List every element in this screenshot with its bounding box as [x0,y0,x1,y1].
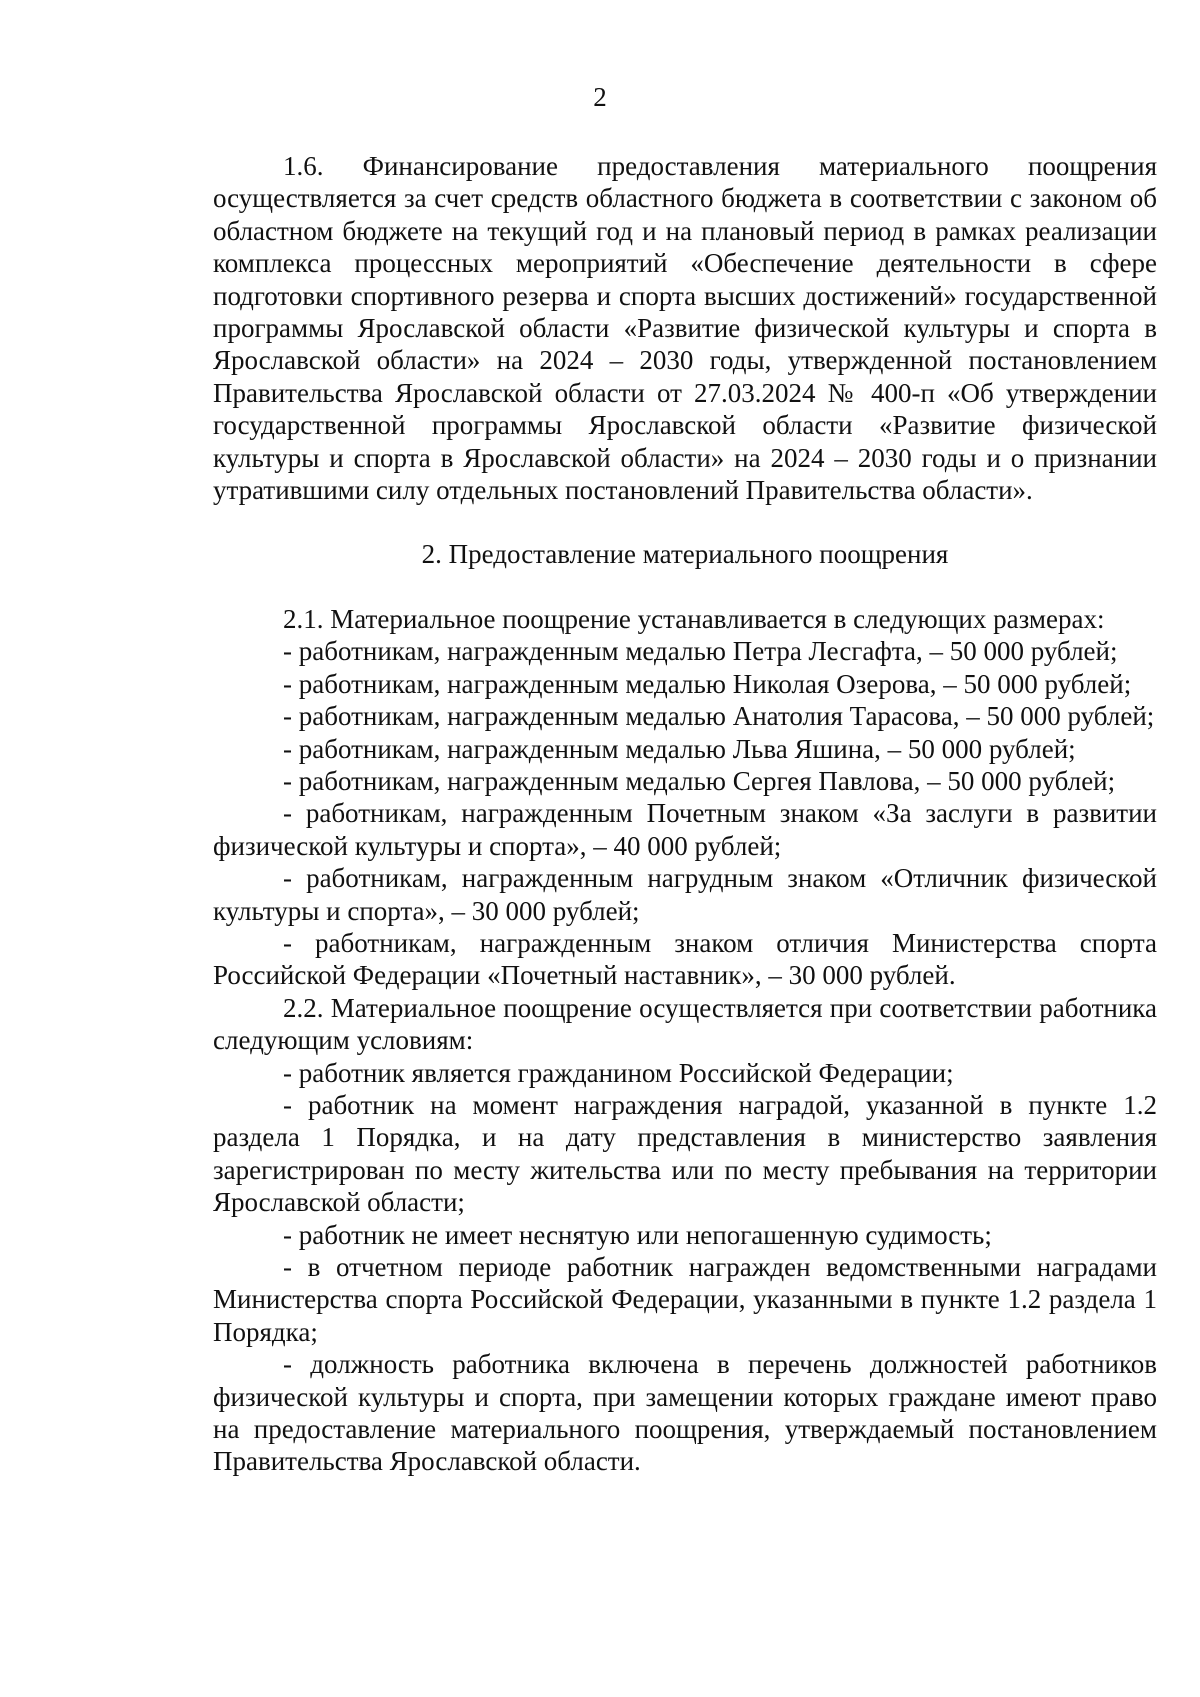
list-item: - работникам, награжденным медалью Анатолия Тарасова, – 50 000 рублей; [283,701,1155,732]
list-item: - работникам, награжденным медалью Льва Яшина, – 50 000 рублей; [283,733,1076,764]
list-item: - должность работника включена в перечень должностей работников физической культуры и спорта, при замещении которых граждане имеют право на предоставление материального поощрения, утверждаемый постановлением Правительства Ярославской области. [213,1349,1157,1477]
list-item: - работникам, награжденным нагрудным знаком «Отличник физической культуры и спорта», – 30 000 рублей; [213,863,1157,926]
paragraph-2-1: 2.1. Материальное поощрение устанавливается в следующих размерах: [283,603,1105,634]
page-number: 2 [593,82,607,112]
list-item: - в отчетном периоде работник награжден ведомственными наградами Министерства спорта Российской Федерации, указанными в пункте 1.2 раздела 1 Порядка; [213,1252,1157,1347]
list-item: - работникам, награжденным знаком отличия Министерства спорта Российской Федерации «Почетный наставник», – 30 000 рублей. [213,927,1157,991]
paragraph-1-6: 1.6. Финансирование предоставления материального поощрения осуществляется за счет средств областного бюджета в соответствии с законом об областном бюджете на текущий год и на плановый период в рамках реализации комплекса процессных мероприятий «Обеспечение деятельности в сфере подготовки спортивного резерва и спорта высших достижений» государственной программы Ярославской области «Развитие физической культуры и спорта в Ярославской области» на 2024 – 2030 годы, утвержденной постановлением Правительства Ярославской области от 27.03.2024 № 400-п «Об утверждении государственной программы Ярославской области «Развитие физической культуры и спорта в Ярославской области» на 2024 – 2030 годы и о признании утратившими силу отдельных постановлений Правительства области». [213,151,1157,506]
list-item: - работникам, награжденным медалью Николая Озерова, – 50 000 рублей; [283,668,1132,699]
list-item: - работникам, награжденным Почетным знаком «За заслуги в развитии физической культуры и спорта», – 40 000 рублей; [213,798,1157,861]
document-body [213,150,1157,1478]
paragraph-2-2: 2.2. Материальное поощрение осуществляется при соответствии работника следующим условиям: [213,992,1157,1056]
list-item: - работникам, награжденным медалью Петра Лесгафта, – 50 000 рублей; [283,636,1118,667]
list-item: - работник является гражданином Российской Федерации; [283,1057,954,1088]
list-item: - работникам, награжденным медалью Сергея Павлова, – 50 000 рублей; [283,765,1116,796]
section-heading: 2. Предоставление материального поощрения [421,539,949,570]
list-item: - работник на момент награждения наградой, указанной в пункте 1.2 раздела 1 Порядка, и на дату представления в министерство заявления зарегистрирован по месту жительства или по месту пребывания на территории Ярославской области; [213,1089,1157,1218]
list-item: - работник не имеет неснятую или непогашенную судимость; [283,1219,992,1250]
